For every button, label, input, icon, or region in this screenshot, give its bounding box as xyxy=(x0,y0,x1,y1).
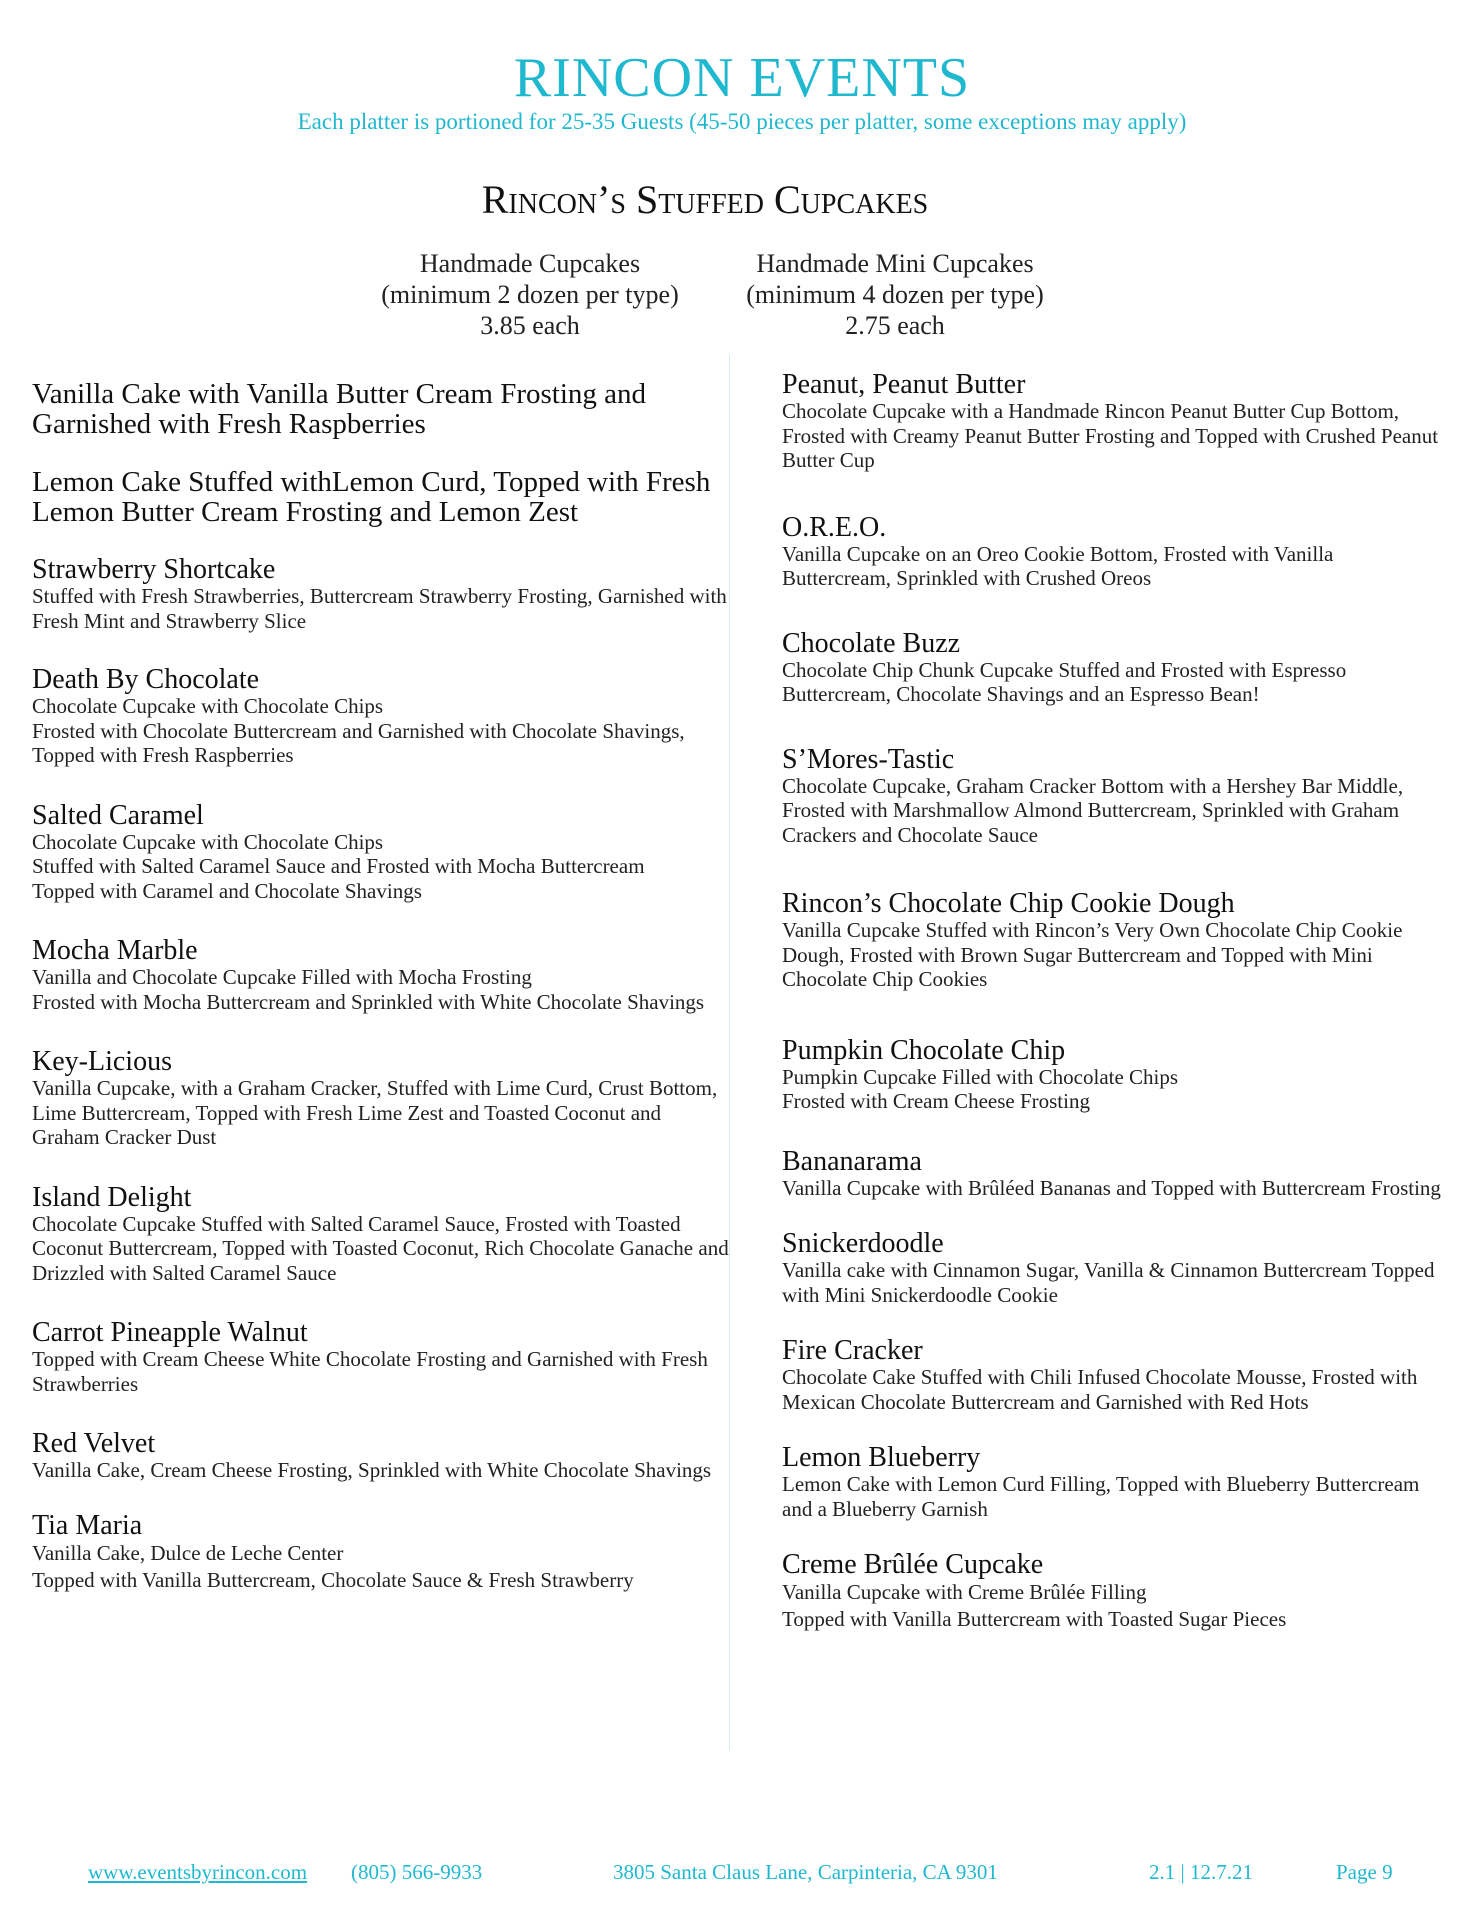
pricing-mini-name: Handmade Mini Cupcakes xyxy=(756,249,1034,278)
menu-item-name: Strawberry Shortcake xyxy=(32,554,276,585)
menu-item-name: Rincon’s Chocolate Chip Cookie Dough xyxy=(782,888,1235,919)
menu-item-name: Lemon Cake Stuffed withLemon Curd, Topped with Fresh Lemon Butter Cream Frosting and Lemon Zest xyxy=(32,466,711,528)
menu-item-description: Topped with Cream Cheese White Chocolate Frosting and Garnished with Fresh Strawberries xyxy=(32,1347,708,1396)
menu-item xyxy=(32,379,732,439)
menu-item-description: Vanilla Cupcake Stuffed with Rincon’s Very Own Chocolate Chip Cookie Dough, Frosted with Brown Sugar Buttercream and Topped with Mini Chocolate Chip Cookies xyxy=(782,918,1403,991)
menu-item xyxy=(32,801,732,904)
menu-item-description: Vanilla cake with Cinnamon Sugar, Vanilla & Cinnamon Buttercream Topped with Mini Snickerdoodle Cookie xyxy=(782,1258,1435,1307)
menu-item-description: Vanilla Cupcake, with a Graham Cracker, Stuffed with Lime Curd, Crust Bottom, Lime Buttercream, Topped with Fresh Lime Zest and Toasted Coconut and Graham Cracker Dust xyxy=(32,1076,718,1149)
menu-item-description: Vanilla Cupcake with Brûléed Bananas and Topped with Buttercream Frosting xyxy=(782,1175,1441,1200)
pricing-mini-price: 2.75 each xyxy=(845,311,945,340)
page-number: Page 9 xyxy=(1336,1860,1393,1884)
menu-item-description: Chocolate Chip Chunk Cupcake Stuffed and Frosted with Espresso Buttercream, Chocolate Shavings and an Espresso Bean! xyxy=(782,657,1347,706)
menu-item xyxy=(32,1511,732,1594)
page-title: Rincon’s Stuffed Cupcakes xyxy=(481,177,929,222)
menu-item-description: Vanilla Cake, Cream Cheese Frosting, Sprinkled with White Chocolate Shavings xyxy=(32,1458,712,1482)
pricing-regular-price: 3.85 each xyxy=(480,311,580,340)
menu-column-right xyxy=(782,370,1442,1633)
menu-item-name: Tia Maria xyxy=(32,1509,143,1541)
menu-item-name: Peanut, Peanut Butter xyxy=(782,369,1026,400)
menu-item xyxy=(32,555,732,633)
menu-item xyxy=(32,665,732,768)
menu-column-left xyxy=(32,379,732,1594)
menu-item xyxy=(32,936,732,1014)
menu-item-description: Vanilla Cupcake with Creme Brûlée Filling Topped with Vanilla Buttercream with Toasted Sugar Pieces xyxy=(782,1580,1287,1631)
menu-item xyxy=(32,1318,732,1396)
menu-item-description: Chocolate Cake Stuffed with Chili Infused Chocolate Mousse, Frosted with Mexican Chocolate Buttercream and Garnished with Red Hots xyxy=(782,1365,1418,1414)
menu-item xyxy=(782,1036,1442,1114)
menu-item-name: Death By Chocolate xyxy=(32,664,260,695)
menu-item xyxy=(32,1429,732,1483)
menu-item-description: Stuffed with Fresh Strawberries, Buttercream Strawberry Frosting, Garnished with Fresh Mint and Strawberry Slice xyxy=(32,584,727,633)
menu-item-description: Lemon Cake with Lemon Curd Filling, Topped with Blueberry Buttercream and a Blueberry Garnish xyxy=(782,1472,1420,1521)
pricing-regular-minimum: (minimum 2 dozen per type) xyxy=(381,280,679,309)
menu-item-description: Pumpkin Cupcake Filled with Chocolate Chips Frosted with Cream Cheese Frosting xyxy=(782,1064,1179,1113)
menu-item xyxy=(782,745,1442,848)
website-link[interactable]: www.eventsbyrincon.com xyxy=(88,1860,308,1884)
menu-item-name: Lemon Blueberry xyxy=(782,1442,981,1473)
menu-item-name: Pumpkin Chocolate Chip xyxy=(782,1034,1066,1066)
menu-item-name: Vanilla Cake with Vanilla Butter Cream Frosting and Garnished with Fresh Raspberries xyxy=(32,378,646,440)
menu-item xyxy=(782,370,1442,473)
page-footer xyxy=(0,1858,1484,1888)
menu-item-description: Vanilla Cake, Dulce de Leche Center Topped with Vanilla Buttercream, Chocolate Sauce & Fresh Strawberry xyxy=(32,1540,634,1592)
menu-item xyxy=(32,1183,732,1286)
menu-item-description: Vanilla Cupcake on an Oreo Cookie Bottom, Frosted with Vanilla Buttercream, Sprinkled with Crushed Oreos xyxy=(782,541,1334,590)
menu-item-name: Salted Caramel xyxy=(32,799,204,831)
pricing-mini-minimum: (minimum 4 dozen per type) xyxy=(746,280,1044,309)
menu-item-name: Carrot Pineapple Walnut xyxy=(32,1317,308,1348)
menu-item-name: Red Velvet xyxy=(32,1428,156,1459)
menu-item xyxy=(782,889,1442,992)
menu-item-name: Fire Cracker xyxy=(782,1335,923,1366)
pricing-regular xyxy=(360,248,700,341)
version-date: 2.1 | 12.7.21 xyxy=(1149,1860,1253,1884)
portion-subtitle: Each platter is portioned for 25-35 Guests (45-50 pieces per platter, some exceptions may apply) xyxy=(297,109,1187,134)
address: 3805 Santa Claus Lane, Carpinteria, CA 9301 xyxy=(613,1860,998,1884)
menu-item-name: Island Delight xyxy=(32,1181,192,1213)
menu-item-description: Chocolate Cupcake, Graham Cracker Bottom with a Hershey Bar Middle, Frosted with Marshmallow Almond Buttercream, Sprinkled with Graham Crackers and Chocolate Sauce xyxy=(782,773,1404,847)
menu-item xyxy=(782,1147,1442,1201)
menu-item-name: Key-Licious xyxy=(32,1046,172,1077)
menu-item xyxy=(32,1047,732,1150)
phone-number: (805) 566-9933 xyxy=(351,1860,483,1884)
menu-item xyxy=(782,1550,1442,1633)
menu-item xyxy=(32,467,732,527)
menu-item-name: Chocolate Buzz xyxy=(782,627,961,659)
menu-item-description: Vanilla and Chocolate Cupcake Filled with Mocha Frosting Frosted with Mocha Buttercream and Sprinkled with White Chocolate Shavings xyxy=(32,965,705,1014)
pricing-mini xyxy=(725,248,1065,341)
menu-item-name: Creme Brûlée Cupcake xyxy=(782,1549,1044,1580)
brand-title: RINCON EVENTS xyxy=(513,47,971,109)
menu-item xyxy=(782,629,1442,707)
menu-item-name: Bananarama xyxy=(782,1145,922,1177)
menu-item xyxy=(782,1229,1442,1307)
pricing-regular-name: Handmade Cupcakes xyxy=(419,249,641,278)
menu-item-description: Chocolate Cupcake with Chocolate Chips Frosted with Chocolate Buttercream and Garnished with Chocolate Shavings, Topped with Fresh Raspberries xyxy=(32,694,685,767)
menu-item xyxy=(782,1443,1442,1521)
menu-item-name: S’Mores-Tastic xyxy=(782,743,955,775)
menu-item xyxy=(782,1336,1442,1414)
menu-item-name: Snickerdoodle xyxy=(782,1228,944,1259)
menu-item-name: O.R.E.O. xyxy=(782,511,887,543)
menu-item-description: Chocolate Cupcake with Chocolate Chips Stuffed with Salted Caramel Sauce and Frosted with Mocha Buttercream Topped with Caramel and Chocolate Shavings xyxy=(32,829,645,903)
menu-item-description: Chocolate Cupcake Stuffed with Salted Caramel Sauce, Frosted with Toasted Coconut Buttercream, Topped with Toasted Coconut, Rich Chocolate Ganache and Drizzled with Salted Caramel Sauce xyxy=(32,1211,729,1285)
menu-item-description: Chocolate Cupcake with a Handmade Rincon Peanut Butter Cup Bottom, Frosted with Creamy Peanut Butter Frosting and Topped with Crushed Peanut Butter Cup xyxy=(782,399,1439,472)
menu-item-name: Mocha Marble xyxy=(32,935,198,966)
menu-item xyxy=(782,513,1442,591)
